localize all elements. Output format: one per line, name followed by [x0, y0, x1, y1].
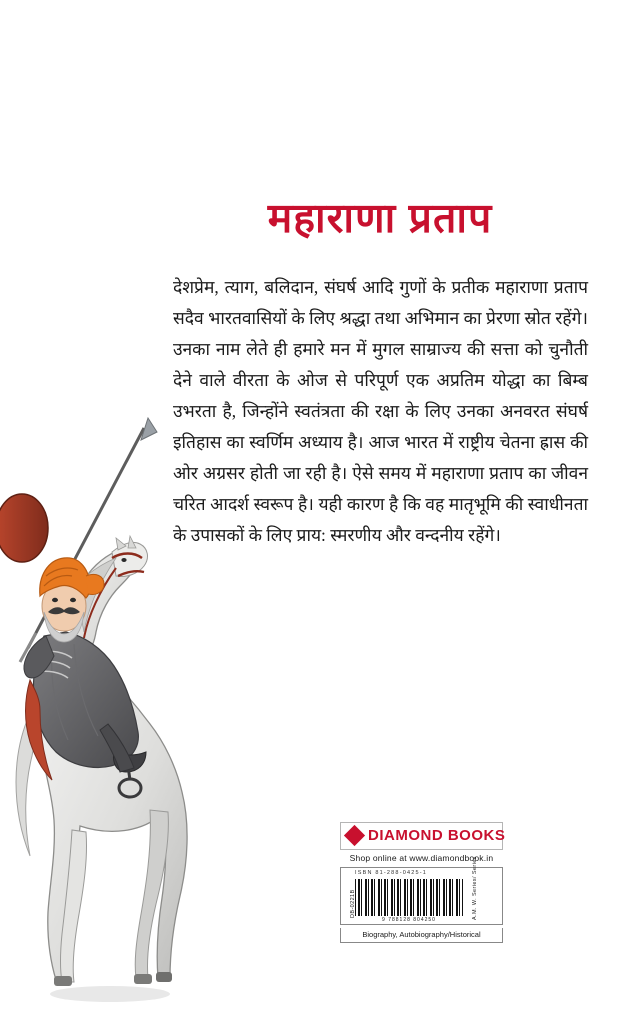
book-category: Biography, Autobiography/Historical: [340, 928, 503, 943]
publisher-name: DIAMOND BOOKS: [368, 827, 506, 844]
book-blurb: [173, 272, 588, 551]
blurb-paragraph: देशप्रेम, त्याग, बलिदान, संघर्ष आदि गुणों के प्रतीक महाराणा प्रताप सदैव भारतवासियों के लिए श्रद्धा तथा अभिमान का प्रेरणा स्रोत रहेंगे। उनका नाम लेते ही हमारे मन में मुगल साम्राज्य की सत्ता को चुनौती देने वाले वीरता के ओज से परिपूर्ण एक अप्रतिम योद्धा का बिम्ब उभरता है, जिन्होंने स्वतंत्रता की रक्षा के लिए उनका अनवरत संघर्ष इतिहास का स्वर्णिम अध्याय है। आज भारत में राष्ट्रीय चेतना ह्रास की ओर अग्रसर होती जा रही है। ऐसे समय में महाराणा प्रताप का जीवन चरित आदर्श स्वरूप है। यही कारण है कि वह मातृभूमि की स्वाधीनता के उपासकों के लिए प्राय: स्मरणीय और वन्दनीय रहेंगे।: [173, 277, 588, 545]
diamond-icon: [344, 825, 365, 846]
publisher-block: [340, 822, 506, 943]
page-title: महाराणा प्रताप: [267, 195, 493, 241]
barcode-digits: 9 788128 804250: [382, 917, 436, 923]
barcode-bars: [355, 879, 463, 916]
maharana-pratap-on-horse-illustration: [0, 400, 215, 1020]
publisher-logo: [340, 822, 506, 850]
barcode-right-label: A.M. W. Series/ Series: [472, 856, 478, 920]
barcode-left-label: DB-0221B: [350, 889, 356, 918]
isbn-text: ISBN 81-288-0425-1: [355, 870, 428, 876]
publisher-online-text: Shop online at www.diamondbook.in: [349, 853, 494, 863]
